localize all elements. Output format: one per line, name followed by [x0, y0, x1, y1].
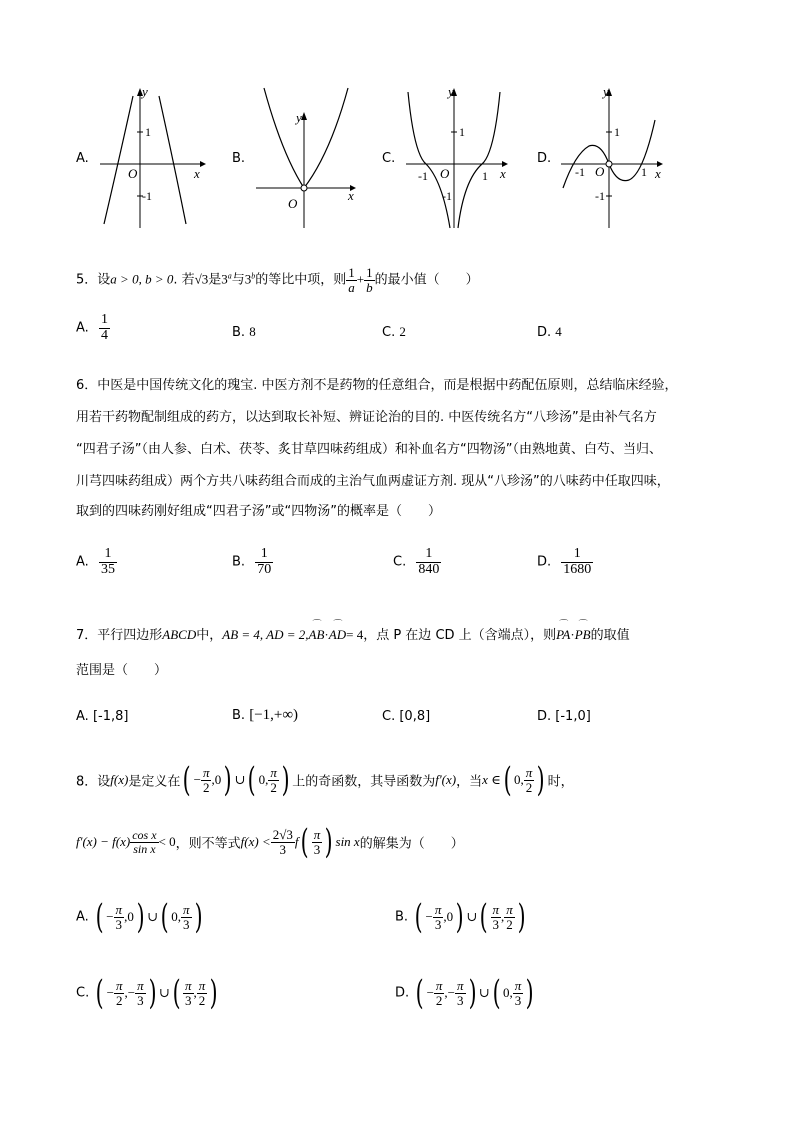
svg-text:-1: -1: [595, 189, 605, 203]
q6-line-2: 用若干药物配制组成的药方，以达到取长补短、辨证论治的目的. 中医传统名方“八珍汤”是由补气名方: [76, 410, 657, 425]
svg-text:x: x: [348, 188, 354, 203]
q7-option-d: D. [-1,0]: [537, 709, 591, 724]
q5-option-d: D. 4: [537, 324, 562, 340]
svg-text:x: x: [500, 166, 506, 181]
q6-option-d: D. $\frac{1}{1680}$: [537, 546, 592, 577]
svg-text:y: y: [603, 84, 609, 99]
q4-option-d-letter: D.: [537, 151, 552, 166]
q4-option-a-letter: A.: [76, 151, 89, 166]
q8-option-c: C. ( − $\frac{\pi}{2}$ ,− $\frac{\pi}{3}$ ) ∪( $\frac{\pi}{3}$ , $\frac{\pi}{2}$ ): [76, 973, 218, 1013]
q6-line-3: “四君子汤”（由人参、白术、茯苓、炙甘草四味药组成）和补血名方“四物汤”（由熟地黄、白芍、当归、: [76, 442, 662, 457]
svg-text:O: O: [440, 166, 450, 181]
q4-option-c-letter: C.: [382, 151, 396, 166]
q8-line-1: 8．设f(x)是定义在( − $\frac{\pi}{2}$ ,0) ∪( 0, $\frac{\pi}{2}$ ) 上的奇函数，其导函数为f′(x)，当x ∈( 0, $\frac{\pi}{2}$ ) 时，: [76, 760, 574, 800]
tick-one: 1: [145, 125, 151, 139]
q8-option-a: A. ( − $\frac{\pi}{3}$ ,0) ∪( 0, $\frac{\pi}{3}$ ): [76, 897, 203, 937]
q6-line-4: 川芎四味药组成）两个方共八味药组合而成的主治气血两虚证方剂. 现从“八珍汤”的八味药中任取四味，: [76, 474, 670, 489]
svg-text:1: 1: [641, 165, 647, 179]
q5-option-c: C. 2: [382, 324, 406, 340]
q7-line-2: 范围是（ ）: [76, 663, 168, 678]
q5-option-a: A. $\frac{1}{4}$: [76, 312, 108, 343]
q6-option-c: C. $\frac{1}{840}$: [393, 546, 440, 577]
origin-label: O: [128, 166, 138, 181]
q7-line-1: 7．平行四边形ABCD中，AB = 4, AD = 2,⌒ AB·⌒ AD= 4，点 P 在边 CD 上（含端点），则⌒ PA·⌒ PB的取值: [76, 624, 630, 643]
q6-option-a: A. $\frac{1}{35}$: [76, 546, 115, 577]
q8-line-2: f′(x) − f(x) $\frac{\text{cos x}}{\text{sin x}}$ < 0，则不等式f(x) < $\frac{2√3}{3}$ f( $\frac{\pi}{3}$ ) sin x的解集为（ ）: [76, 822, 464, 862]
svg-text:-1: -1: [575, 165, 585, 179]
q6-line-1: 6．中医是中国传统文化的瑰宝. 中医方剂不是药物的任意组合，而是根据中药配伍原则，总结临床经验，: [76, 378, 678, 393]
q4-option-a-graph: [96, 84, 208, 234]
q7-option-b: B. [−1,+∞): [232, 707, 299, 723]
q4-option-d-graph: [557, 84, 669, 234]
svg-text:1: 1: [614, 125, 620, 139]
svg-text:y: y: [296, 110, 302, 125]
svg-text:O: O: [288, 196, 298, 211]
svg-text:1: 1: [482, 169, 488, 183]
q7-option-c: C. [0,8]: [382, 709, 431, 724]
frac-1-over-a: $\frac{1}{a}$: [348, 265, 355, 295]
q7-option-a: A. [-1,8]: [76, 709, 129, 724]
q8-option-d: D. ( − $\frac{\pi}{2}$ ,− $\frac{\pi}{3}$ ) ∪( 0, $\frac{\pi}{3}$ ): [395, 973, 534, 1013]
frac-1-over-b: $\frac{1}{b}$: [366, 265, 373, 295]
svg-text:y: y: [448, 84, 454, 99]
q4-option-b-letter: B.: [232, 151, 246, 166]
svg-text:-1: -1: [442, 189, 452, 203]
q5-stem: 5．设a > 0, b > 0. 若√3是3$^a$与3$^b$的等比中项，则 $\frac{1}{a}$ + $\frac{1}{b}$ 的最小值（ ）: [76, 265, 479, 295]
tick-neg-one: -1: [142, 189, 152, 203]
axis-y-label: y: [142, 84, 148, 99]
q6-option-b: B. $\frac{1}{70}$: [232, 546, 272, 577]
q5-option-b: B. 8: [232, 324, 256, 340]
svg-text:1: 1: [459, 125, 465, 139]
svg-text:-1: -1: [418, 169, 428, 183]
svg-text:x: x: [655, 166, 661, 181]
q4-option-c-graph: [402, 84, 514, 234]
q8-option-b: B. ( − $\frac{\pi}{3}$ ,0) ∪( $\frac{\pi}{3}$ , $\frac{\pi}{2}$ ): [395, 897, 526, 937]
q6-line-5: 取到的四味药刚好组成“四君子汤”或“四物汤”的概率是（ ）: [76, 504, 441, 519]
axis-x-label: x: [194, 166, 200, 181]
svg-text:O: O: [595, 164, 605, 179]
q4-option-b-graph: [252, 84, 364, 234]
